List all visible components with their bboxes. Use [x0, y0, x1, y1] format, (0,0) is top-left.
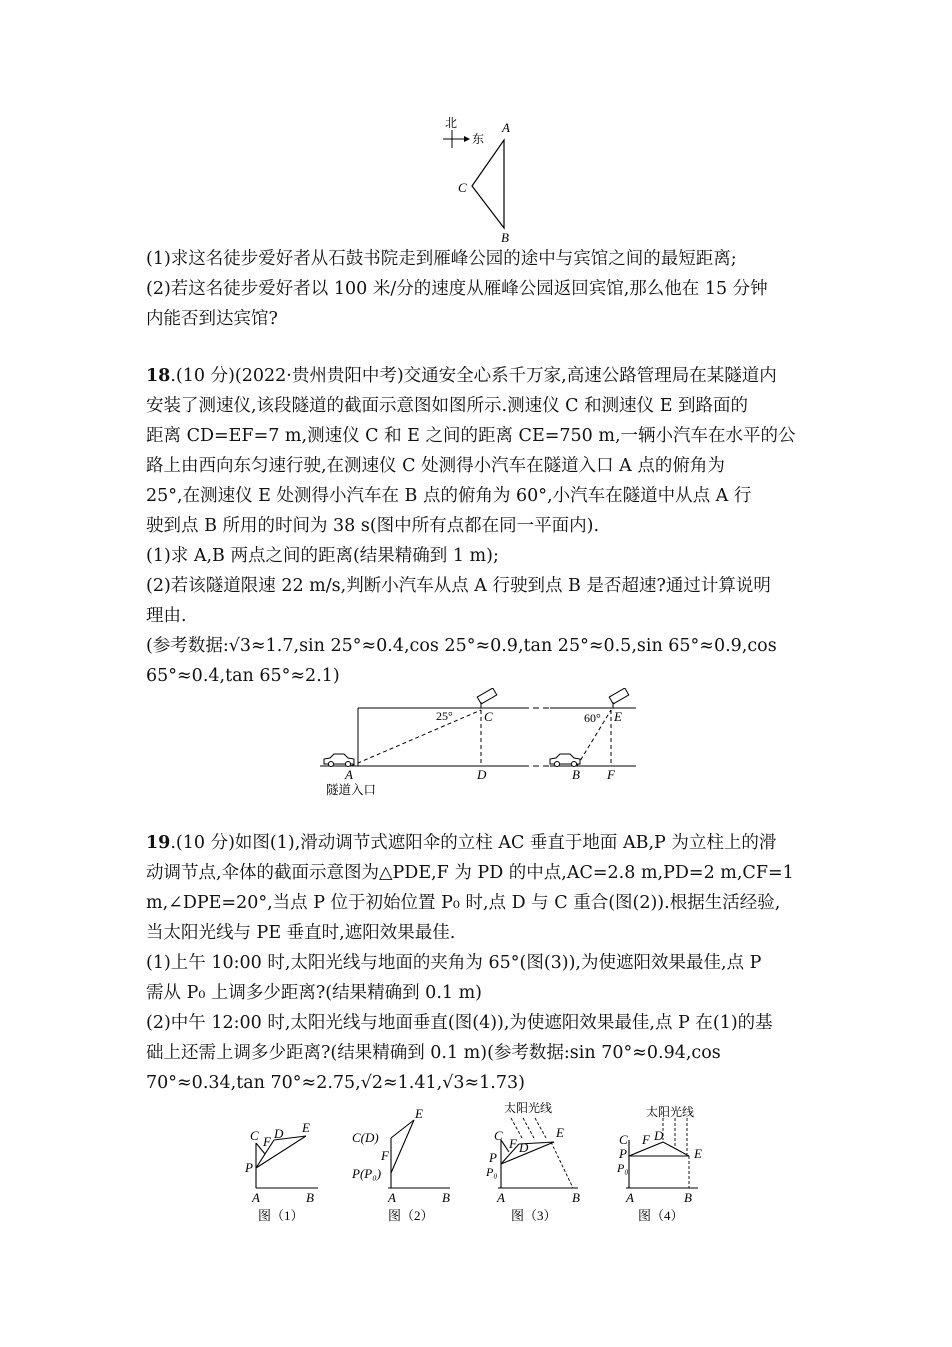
- q19-line-3: m,∠DPE=20°,当点 P 位于初始位置 P₀ 时,点 D 与 C 重合(图(2)).根据生活经验,: [146, 893, 781, 913]
- label-c: C: [484, 709, 493, 724]
- point-a-label: A: [502, 120, 510, 135]
- q18-line-1: 18.(10 分)(2022·贵州贵阳中考)交通安全心系千万家,高速公路管理局在某隧道内: [146, 366, 777, 386]
- svg-text:B: B: [442, 1190, 450, 1205]
- label-e: E: [614, 709, 622, 724]
- svg-text:A: A: [388, 1190, 396, 1205]
- label-b: B: [572, 767, 580, 782]
- q19-number: 19: [146, 833, 171, 853]
- figure-2: [388, 1120, 450, 1188]
- svg-text:P: P: [619, 1146, 627, 1161]
- label-a: A: [345, 767, 353, 782]
- q18-line-11: 65°≈0.4,tan 65°≈2.1): [146, 666, 340, 686]
- svg-text:P₀: P₀: [617, 1161, 629, 1175]
- q19-line-1: 19.(10 分)如图(1),滑动调节式遮阳伞的立柱 AC 垂直于地面 AB,P 为立柱上的滑: [146, 833, 777, 853]
- svg-text:E: E: [556, 1125, 564, 1140]
- svg-text:E: E: [302, 1120, 310, 1135]
- svg-text:A: A: [626, 1190, 634, 1205]
- q19-line-6: 需从 P₀ 上调多少距离?(结果精确到 0.1 m): [146, 983, 483, 1003]
- svg-text:D: D: [654, 1128, 664, 1143]
- svg-text:D: D: [519, 1140, 529, 1155]
- angle-c-label: 25°: [436, 709, 453, 723]
- svg-text:P: P: [245, 1160, 253, 1175]
- fig3-sunlight-label: 太阳光线: [504, 1101, 553, 1115]
- svg-text:E: E: [694, 1146, 702, 1161]
- q19-line-2: 动调节点,伞体的截面示意图为△PDE,F 为 PD 的中点,AC=2.8 m,PD=2 m,CF=1: [146, 863, 794, 883]
- q18-line-3: 距离 CD=EF=7 m,测速仪 C 和 E 之间的距离 CE=750 m,一辆小汽车在水平的公: [146, 426, 796, 446]
- fig1-caption: 图（1）: [258, 1208, 304, 1223]
- umbrella-figures: [236, 1098, 726, 1230]
- east-label: 东: [472, 132, 485, 146]
- q19-line-8: 础上还需上调多少距离?(结果精确到 0.1 m)(参考数据:sin 70°≈0.94,cos: [146, 1043, 721, 1063]
- q18-line-9: 理由.: [146, 606, 187, 626]
- label-f: F: [607, 767, 615, 782]
- svg-text:C: C: [494, 1128, 503, 1143]
- svg-text:C: C: [619, 1132, 628, 1147]
- svg-text:P(P₀): P(P₀): [352, 1166, 382, 1181]
- svg-text:F: F: [642, 1132, 650, 1147]
- q18-line-10: (参考数据:√3≈1.7,sin 25°≈0.4,cos 25°≈0.9,tan 25°≈0.5,sin 65°≈0.9,cos: [146, 636, 777, 656]
- svg-text:P: P: [489, 1150, 497, 1165]
- label-d: D: [477, 767, 487, 782]
- svg-text:P₀: P₀: [486, 1165, 498, 1179]
- fig3-caption: 图（3）: [511, 1208, 557, 1223]
- svg-text:E: E: [415, 1106, 423, 1121]
- svg-text:A: A: [252, 1190, 260, 1205]
- q19-line-9: 70°≈0.34,tan 70°≈2.75,√2≈1.41,√3≈1.73): [146, 1073, 525, 1093]
- point-b-label: B: [501, 230, 509, 245]
- fig2-caption: 图（2）: [388, 1208, 434, 1223]
- q18-line-4: 路上由西向东匀速行驶,在测速仪 C 处测得小汽车在隧道入口 A 点的俯角为: [146, 456, 725, 476]
- q17-line-1: (1)求这名徒步爱好者从石鼓书院走到雁峰公园的途中与宾馆之间的最短距离;: [146, 249, 737, 269]
- svg-text:B: B: [572, 1190, 580, 1205]
- svg-text:C(D): C(D): [352, 1130, 379, 1145]
- svg-text:B: B: [306, 1190, 314, 1205]
- point-c-label: C: [458, 180, 467, 195]
- q18-line-8: (2)若该隧道限速 22 m/s,判断小汽车从点 A 行驶到点 B 是否超速?通过计算说明: [146, 576, 771, 596]
- compass-triangle-figure: [436, 112, 526, 246]
- fig4-sunlight-label: 太阳光线: [646, 1105, 695, 1119]
- svg-text:A: A: [497, 1190, 505, 1205]
- q18-line-5: 25°,在测速仪 E 处测得小汽车在 B 点的俯角为 60°,小汽车在隧道中从点 A 行: [146, 486, 752, 506]
- q18-number: 18: [146, 366, 171, 386]
- svg-text:F: F: [381, 1148, 389, 1163]
- svg-text:D: D: [274, 1126, 284, 1141]
- svg-text:B: B: [684, 1190, 692, 1205]
- svg-text:C: C: [250, 1128, 259, 1143]
- q19-line-4: 当太阳光线与 PE 垂直时,遮阳效果最佳.: [146, 923, 456, 943]
- q19-line-7: (2)中午 12:00 时,太阳光线与地面垂直(图(4)),为使遮阳效果最佳,点 P 在(1)的基: [146, 1013, 773, 1033]
- q19-line-5: (1)上午 10:00 时,太阳光线与地面的夹角为 65°(图(3)),为使遮阳效果最佳,点 P: [146, 953, 762, 973]
- north-label: 北: [445, 116, 458, 130]
- tunnel-figure: [318, 688, 648, 800]
- angle-e-label: 60°: [584, 711, 601, 725]
- q18-line-2: 安装了测速仪,该段隧道的截面示意图如图所示.测速仪 C 和测速仪 E 到路面的: [146, 396, 749, 416]
- q18-line-7: (1)求 A,B 两点之间的距离(结果精确到 1 m);: [146, 546, 499, 566]
- svg-text:F: F: [263, 1134, 271, 1149]
- tunnel-entrance-label: 隧道入口: [326, 783, 377, 797]
- fig4-caption: 图（4）: [638, 1208, 684, 1223]
- figure-4: [626, 1140, 698, 1188]
- q17-line-2: (2)若这名徒步爱好者以 100 米/分的速度从雁峰公园返回宾馆,那么他在 15 分钟: [146, 279, 768, 299]
- svg-text:F: F: [509, 1136, 517, 1151]
- q18-line-6: 驶到点 B 所用的时间为 38 s(图中所有点都在同一平面内).: [146, 516, 600, 536]
- q17-line-3: 内能否到达宾馆?: [146, 309, 278, 329]
